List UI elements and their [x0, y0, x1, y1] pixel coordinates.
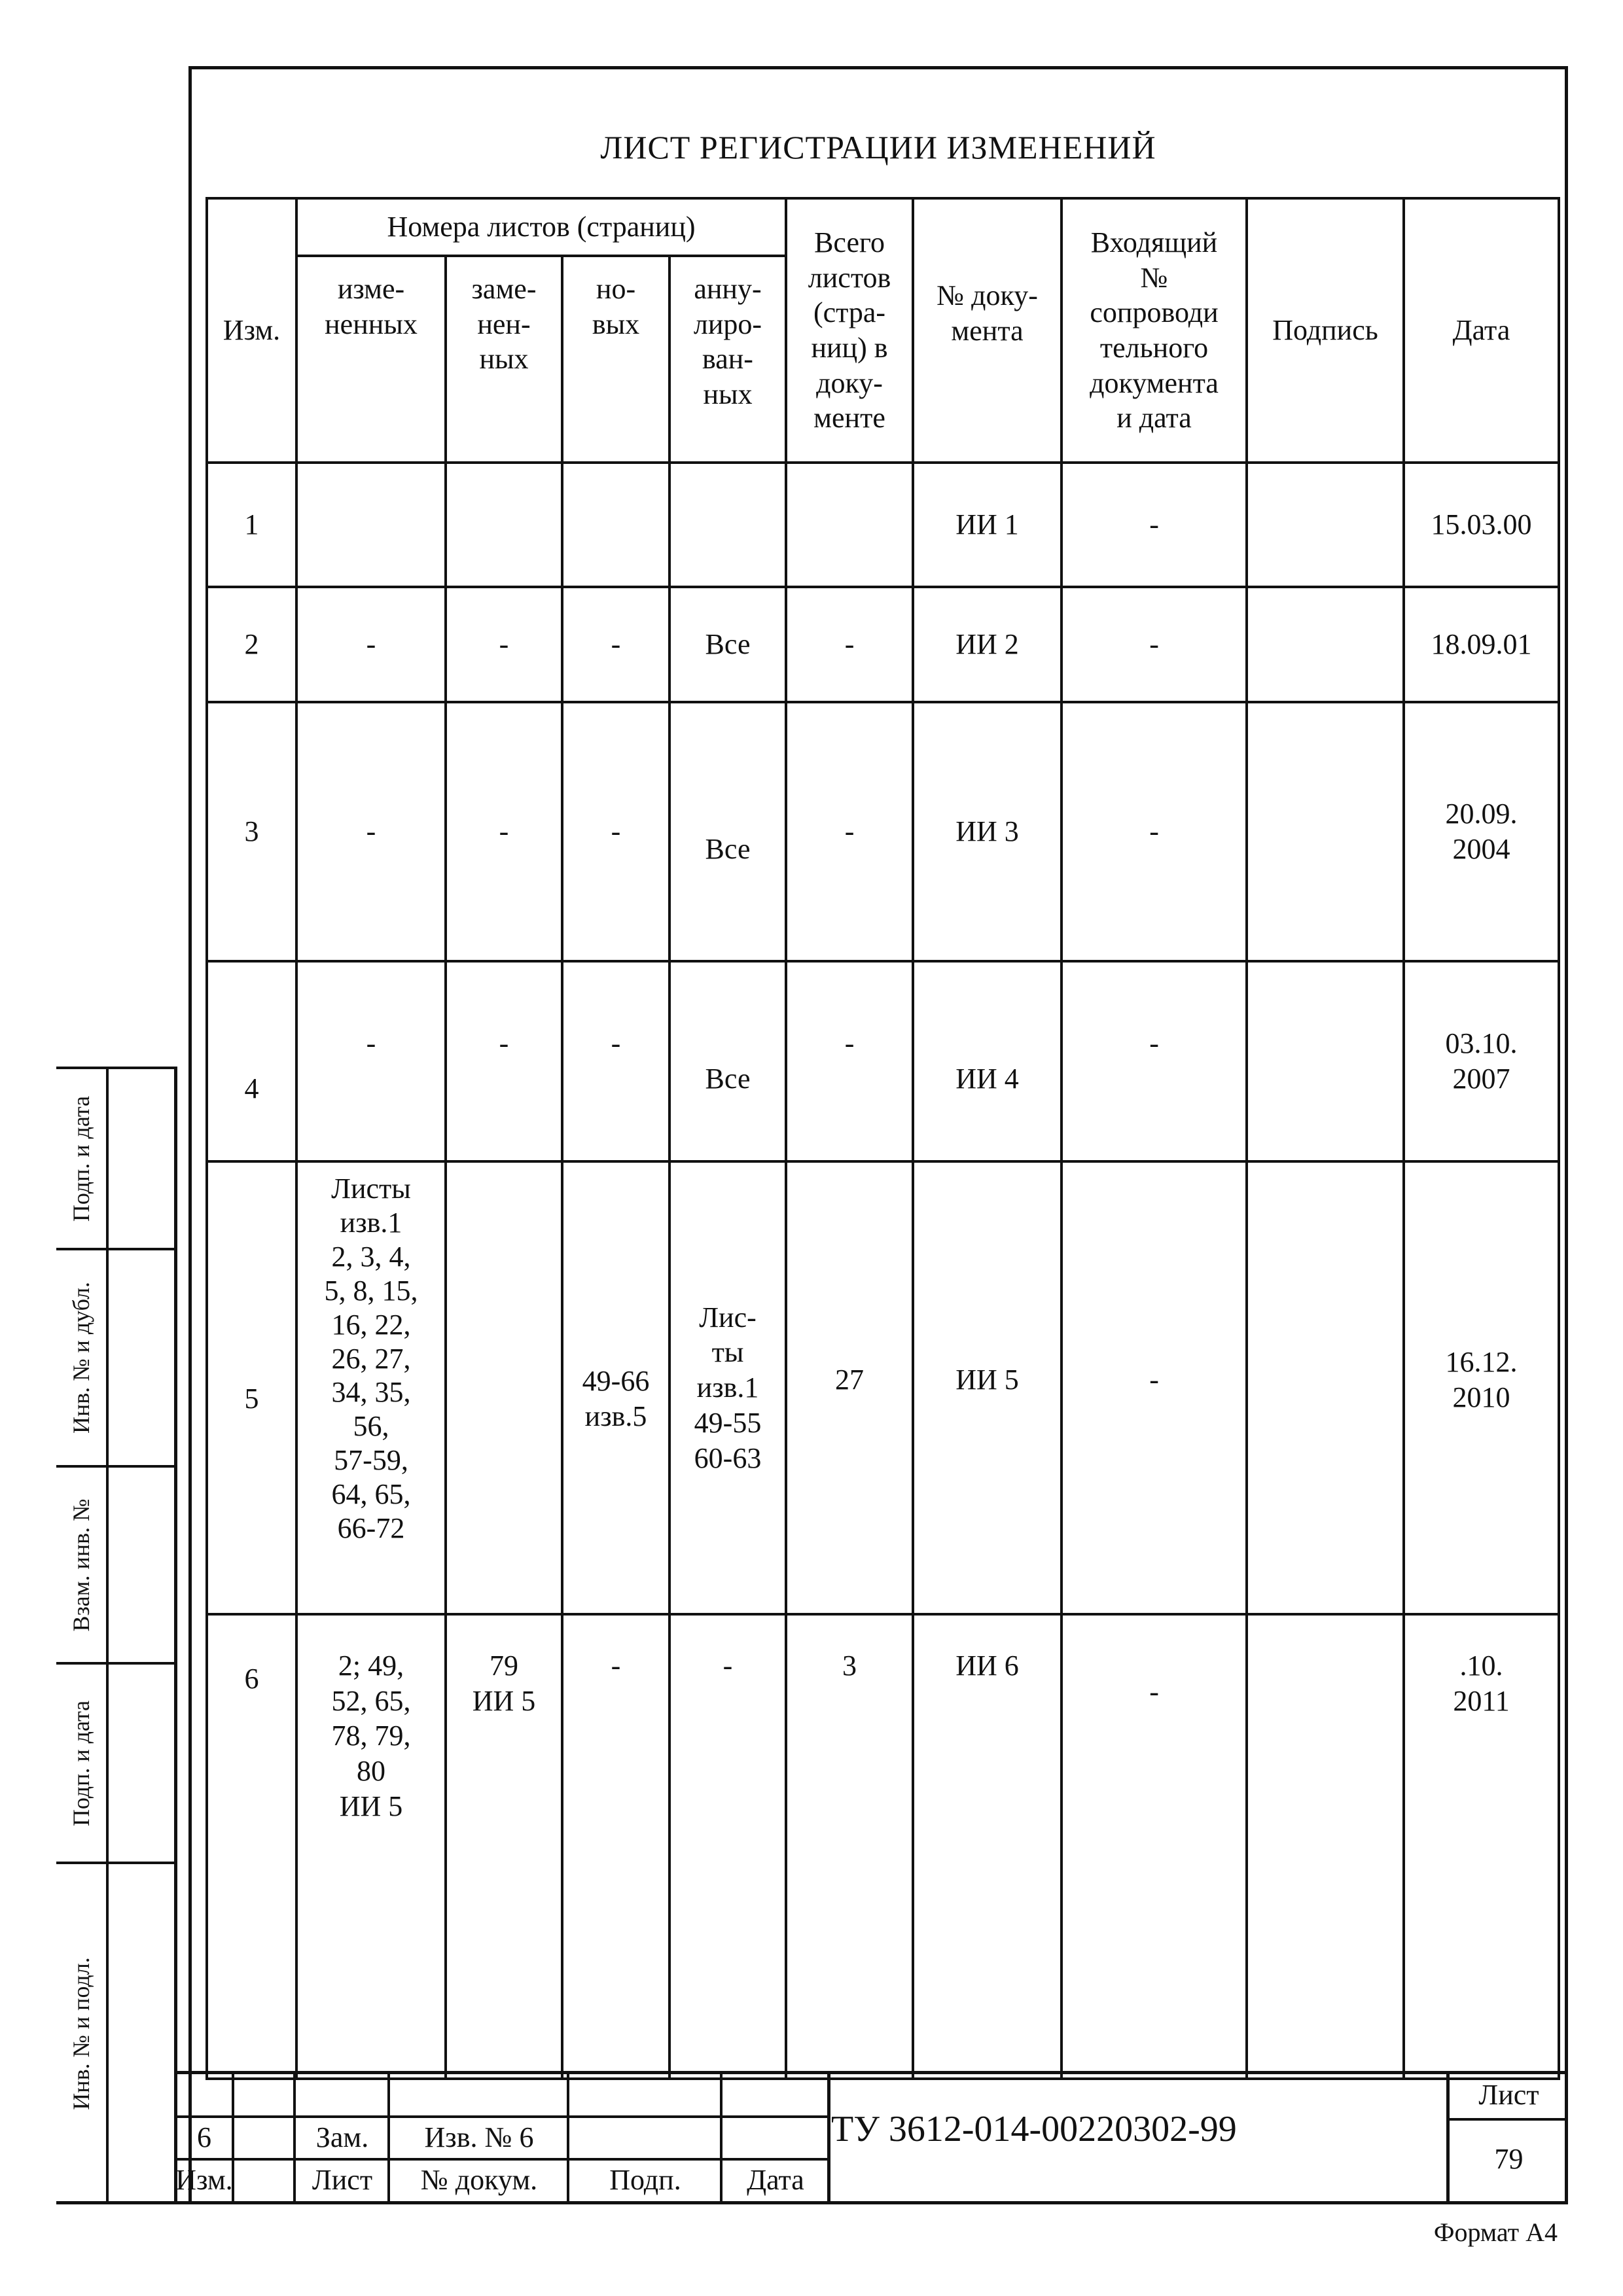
header-date: Дата	[1404, 198, 1559, 463]
cell-total: 3	[786, 1614, 913, 2079]
header-annulled: анну- лиро- ван- ных	[669, 256, 786, 463]
cell-signature	[1247, 1161, 1404, 1614]
cell-replaced: -	[446, 587, 562, 702]
stamp-header-list: Лист	[312, 2164, 373, 2196]
header-total-sheets: Всего листов (стра- ниц) в доку- менте	[786, 198, 913, 463]
cell-replaced: -	[446, 961, 562, 1161]
cell-incoming: -	[1061, 1614, 1247, 2079]
header-doc-number: № доку- мента	[913, 198, 1061, 463]
cell-annulled: Все	[669, 587, 786, 702]
header-signature: Подпись	[1247, 198, 1404, 463]
cell-izm: 3	[207, 702, 296, 961]
side-cell	[56, 1662, 175, 1862]
table-row	[207, 1614, 1559, 2079]
cell-total: -	[786, 961, 913, 1161]
header-new: но- вых	[562, 256, 669, 463]
cell-izm: 1	[207, 463, 296, 587]
stamp-izm-value: 6	[197, 2121, 211, 2153]
page-title: ЛИСТ РЕГИСТРАЦИИ ИЗМЕНЕНИЙ	[600, 129, 1156, 166]
cell-doc-number: ИИ 6	[913, 1614, 1061, 2079]
cell-new: -	[562, 1614, 669, 2079]
table-row	[207, 702, 1559, 961]
header-changed: изме- ненных	[296, 256, 446, 463]
side-label: Подп. и дата	[68, 1095, 94, 1222]
cell-replaced	[446, 463, 562, 587]
header-sheet-numbers: Номера листов (страниц)	[296, 198, 786, 256]
table-row	[207, 463, 1559, 587]
cell-izm: 4	[207, 961, 296, 1161]
cell-doc-number: ИИ 4	[913, 961, 1061, 1161]
cell-date: 03.10. 2007	[1404, 961, 1559, 1161]
stamp-header-date: Дата	[747, 2164, 804, 2196]
cell-total: -	[786, 702, 913, 961]
cell-replaced	[446, 1161, 562, 1614]
stamp-header-signature: Подп.	[609, 2164, 681, 2196]
cell-doc-number: ИИ 2	[913, 587, 1061, 702]
cell-replaced: -	[446, 702, 562, 961]
cell-izm: 6	[207, 1614, 296, 2079]
header-replaced: заме- нен- ных	[446, 256, 562, 463]
cell-incoming: -	[1061, 463, 1247, 587]
cell-incoming: -	[1061, 587, 1247, 702]
side-label: Взам. инв. №	[68, 1498, 94, 1631]
cell-changed: Листы изв.1 2, 3, 4, 5, 8, 15, 16, 22, 26, 27, 34, 35, 56, 57-59, 64, 65, 66-72	[296, 1161, 446, 1614]
cell-signature	[1247, 1614, 1404, 2079]
table-row	[207, 961, 1559, 1161]
format-label: Формат А4	[1433, 2217, 1558, 2247]
cell-signature	[1247, 702, 1404, 961]
side-strip	[56, 1067, 175, 2202]
cell-date: 15.03.00	[1404, 463, 1559, 587]
table-row	[207, 587, 1559, 702]
change-registration-table	[205, 197, 1560, 2080]
cell-incoming: -	[1061, 1161, 1247, 1614]
stamp-doc-value: Изв. № 6	[424, 2121, 534, 2153]
cell-total: -	[786, 587, 913, 702]
cell-izm: 5	[207, 1161, 296, 1614]
cell-new: -	[562, 702, 669, 961]
cell-date: 20.09. 2004	[1404, 702, 1559, 961]
cell-changed: 2; 49, 52, 65, 78, 79, 80 ИИ 5	[296, 1614, 446, 2079]
header-incoming-doc: Входящий № сопроводи тельного документа и дата	[1061, 198, 1247, 463]
cell-annulled: Все	[669, 961, 786, 1161]
cell-date: 16.12. 2010	[1404, 1161, 1559, 1614]
cell-annulled: Все	[669, 702, 786, 961]
document-code: ТУ 3612-014-00220302-99	[831, 2109, 1237, 2149]
side-cell	[56, 1862, 175, 2202]
cell-annulled: Лис- ты изв.1 49-55 60-63	[669, 1161, 786, 1614]
sheet-label: Лист	[1478, 2079, 1539, 2111]
sheet-number: 79	[1494, 2143, 1524, 2175]
cell-changed: -	[296, 961, 446, 1161]
cell-date: 18.09.01	[1404, 587, 1559, 702]
cell-changed: -	[296, 702, 446, 961]
side-cell	[56, 1465, 175, 1662]
cell-izm: 2	[207, 587, 296, 702]
cell-incoming: -	[1061, 702, 1247, 961]
side-label: Подп. и дата	[68, 1700, 94, 1826]
cell-doc-number: ИИ 5	[913, 1161, 1061, 1614]
cell-doc-number: ИИ 3	[913, 702, 1061, 961]
cell-new: -	[562, 587, 669, 702]
cell-signature	[1247, 961, 1404, 1161]
cell-doc-number: ИИ 1	[913, 463, 1061, 587]
cell-new	[562, 463, 669, 587]
table-row	[207, 1161, 1559, 1614]
cell-replaced: 79 ИИ 5	[446, 1614, 562, 2079]
cell-signature	[1247, 463, 1404, 587]
cell-changed	[296, 463, 446, 587]
side-cell	[56, 1067, 175, 1248]
cell-total	[786, 463, 913, 587]
cell-incoming: -	[1061, 961, 1247, 1161]
side-label: Инв. № и дубл.	[68, 1281, 94, 1434]
cell-annulled	[669, 463, 786, 587]
cell-new: -	[562, 961, 669, 1161]
stamp-header-doc: № докум.	[420, 2164, 538, 2196]
cell-date: .10. 2011	[1404, 1614, 1559, 2079]
side-label: Инв. № и подл.	[68, 1956, 94, 2110]
side-cell	[56, 1248, 175, 1465]
cell-total: 27	[786, 1161, 913, 1614]
header-izm: Изм.	[207, 198, 296, 463]
cell-annulled: -	[669, 1614, 786, 2079]
cell-signature	[1247, 587, 1404, 702]
stamp-list-value: Зам.	[315, 2121, 369, 2153]
cell-changed: -	[296, 587, 446, 702]
stamp-header-izm: Изм.	[175, 2164, 233, 2196]
cell-new: 49-66 изв.5	[562, 1161, 669, 1614]
